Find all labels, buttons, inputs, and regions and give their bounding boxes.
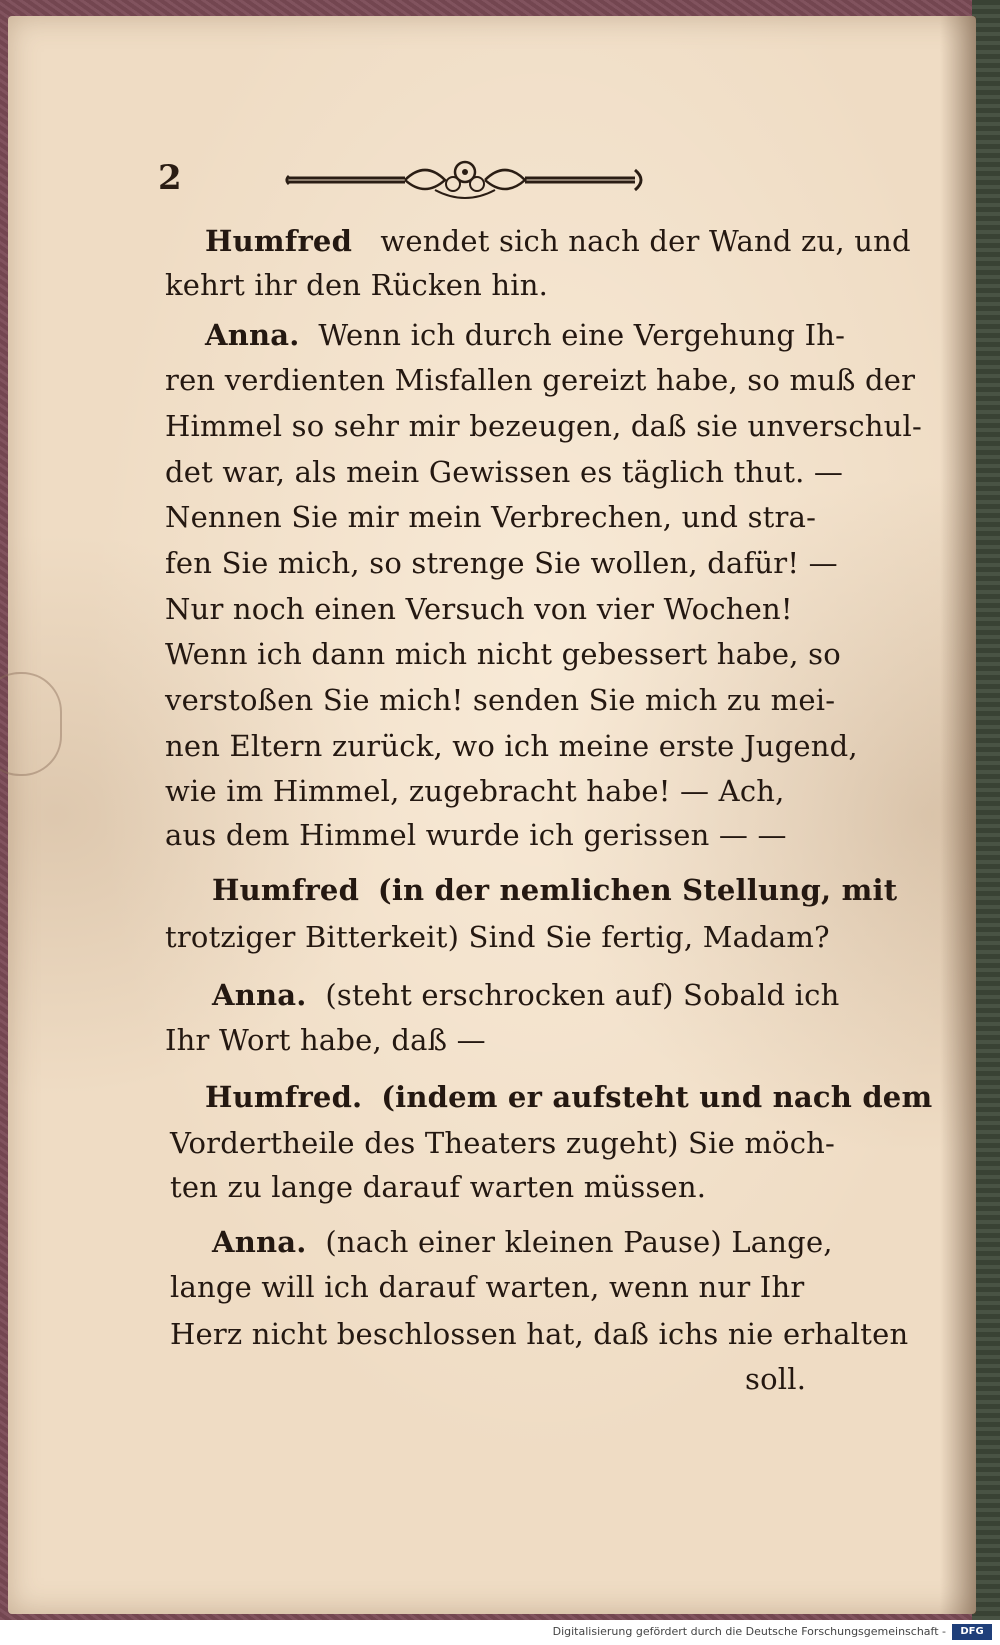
text-line: aus dem Himmel wurde ich gerissen — — [165,818,787,852]
text-line: trotziger Bitterkeit) Sind Sie fertig, Madam? [165,920,830,954]
text-line: Nennen Sie mir mein Verbrechen, und stra- [165,500,817,534]
page-gutter-shadow [940,16,976,1614]
text-line: Anna. (steht erschrocken auf) Sobald ich [212,978,840,1012]
footer-credit: Digitalisierung gefördert durch die Deutsche Forschungsgemeinschaft - [552,1625,946,1638]
page-tab-outline [0,672,62,776]
footer-bar [0,1620,1000,1645]
text-line: Anna. Wenn ich durch eine Vergehung Ih- [205,318,846,352]
text-line: Vordertheile des Theaters zugeht) Sie möch- [170,1126,836,1160]
text-line: ten zu lange darauf warten müssen. [170,1170,707,1204]
dfg-logo: DFG [952,1624,992,1640]
text-line: nen Eltern zurück, wo ich meine erste Jugend, [165,729,858,763]
text-line: ren verdienten Misfallen gereizt habe, so muß der [165,363,916,397]
text-line: Humfred. (indem er aufsteht und nach dem [205,1080,933,1114]
book-spine-edge [972,0,1000,1620]
text-line: Wenn ich dann mich nicht gebessert habe, so [165,637,841,671]
text-line: fen Sie mich, so strenge Sie wollen, dafür! — [165,546,838,580]
text-line: Herz nicht beschlossen hat, daß ichs nie erhalten [170,1317,909,1351]
text-line: lange will ich darauf warten, wenn nur Ihr [170,1270,805,1304]
text-line: kehrt ihr den Rücken hin. [165,268,549,302]
text-line: Ihr Wort habe, daß — [165,1023,486,1057]
text-line: Himmel so sehr mir bezeugen, daß sie unverschul- [165,409,923,443]
page-number: 2 [158,158,182,198]
text-line: verstoßen Sie mich! senden Sie mich zu mei- [165,683,836,717]
text-line: soll. [745,1362,807,1396]
ornament-divider-icon [285,150,645,208]
text-line: Nur noch einen Versuch von vier Wochen! [165,592,793,626]
text-line: Humfred (in der nemlichen Stellung, mit [212,873,898,907]
text-line: det war, als mein Gewissen es täglich thut. — [165,455,844,489]
text-line: Anna. (nach einer kleinen Pause) Lange, [212,1225,833,1259]
text-line: wie im Himmel, zugebracht habe! — Ach, [165,774,785,808]
text-line: Humfred wendet sich nach der Wand zu, und [205,224,911,258]
